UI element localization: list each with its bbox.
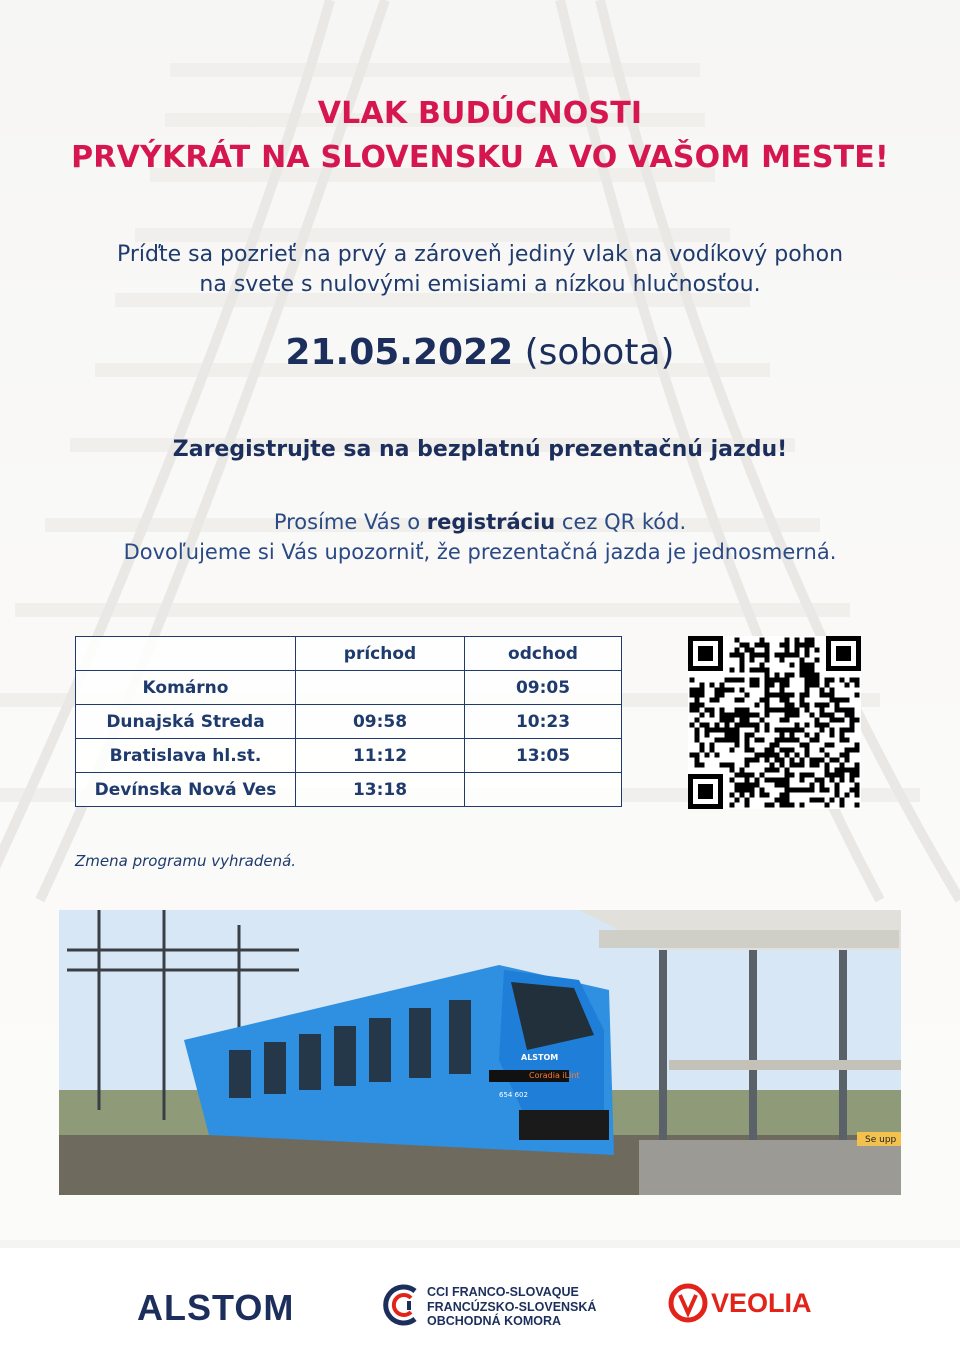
- cci-logo-icon: [381, 1283, 421, 1327]
- departure-time: 13:05: [465, 739, 622, 773]
- station-name: Komárno: [76, 671, 296, 705]
- alstom-logo: ALSTOM: [137, 1287, 295, 1328]
- program-change-disclaimer: Zmena programu vyhradená.: [75, 852, 297, 870]
- timetable-header-row: [76, 637, 622, 671]
- cci-line-3: OBCHODNÁ KOMORA: [427, 1314, 562, 1328]
- train-number: 654 602: [499, 1091, 528, 1099]
- registration-note: [0, 510, 960, 534]
- table-row: [76, 671, 622, 705]
- departure-time: [465, 773, 622, 807]
- station-name: Bratislava hl.st.: [76, 739, 296, 773]
- header-station: [76, 637, 296, 671]
- note-post: cez QR kód.: [561, 510, 687, 534]
- qr-code-icon: [688, 636, 861, 809]
- arrival-time: 11:12: [296, 739, 465, 773]
- station-name: Dunajská Streda: [76, 705, 296, 739]
- table-row: [76, 739, 622, 773]
- event-day: (sobota): [524, 332, 675, 373]
- departure-time: 09:05: [465, 671, 622, 705]
- departure-time: 10:23: [465, 705, 622, 739]
- cci-logo-text: [427, 1285, 596, 1329]
- arrival-time: 13:18: [296, 773, 465, 807]
- platform-sign: Se upp: [865, 1135, 897, 1145]
- registration-call-to-action: Zaregistrujte sa na bezplatnú prezentačnú jazdu!: [172, 437, 788, 462]
- note-pre: Prosíme Vás o: [273, 510, 421, 534]
- arrival-time: [296, 671, 465, 705]
- header-departure: odchod: [465, 637, 622, 671]
- arrival-time: 09:58: [296, 705, 465, 739]
- note-registration-link[interactable]: registráciu: [426, 510, 556, 534]
- event-date: [0, 332, 960, 373]
- one-way-note: Dovoľujeme si Vás upozorniť, že prezentačná jazda je jednosmerná.: [123, 540, 837, 564]
- header-arrival: príchod: [296, 637, 465, 671]
- headline-line-1: VLAK BUDÚCNOSTI: [317, 96, 643, 131]
- intro-line-2: na svete s nulovými emisiami a nízkou hlučnosťou.: [199, 272, 761, 297]
- station-name: Devínska Nová Ves: [76, 773, 296, 807]
- train-photo: [59, 910, 901, 1195]
- veolia-logo: VEOLIA: [711, 1288, 812, 1318]
- timetable: [75, 636, 622, 807]
- headline-line-2: PRVÝKRÁT NA SLOVENSKU A VO VAŠOM MESTE!: [71, 140, 889, 175]
- cci-line-2: FRANCÚZSKO-SLOVENSKÁ: [427, 1299, 597, 1314]
- table-row: [76, 705, 622, 739]
- train-destination-display: Coradia iLint: [529, 1071, 580, 1080]
- registration-qr-code[interactable]: [688, 636, 861, 809]
- veolia-logo-icon: [668, 1283, 708, 1323]
- event-date-value: 21.05.2022: [285, 332, 514, 373]
- hydrogen-train-image: [59, 910, 901, 1195]
- train-brand-label: ALSTOM: [521, 1053, 559, 1062]
- table-row: [76, 773, 622, 807]
- intro-line-1: Príďte sa pozrieť na prvý a zároveň jediný vlak na vodíkový pohon: [116, 242, 844, 267]
- cci-line-1: CCI FRANCO-SLOVAQUE: [427, 1285, 579, 1299]
